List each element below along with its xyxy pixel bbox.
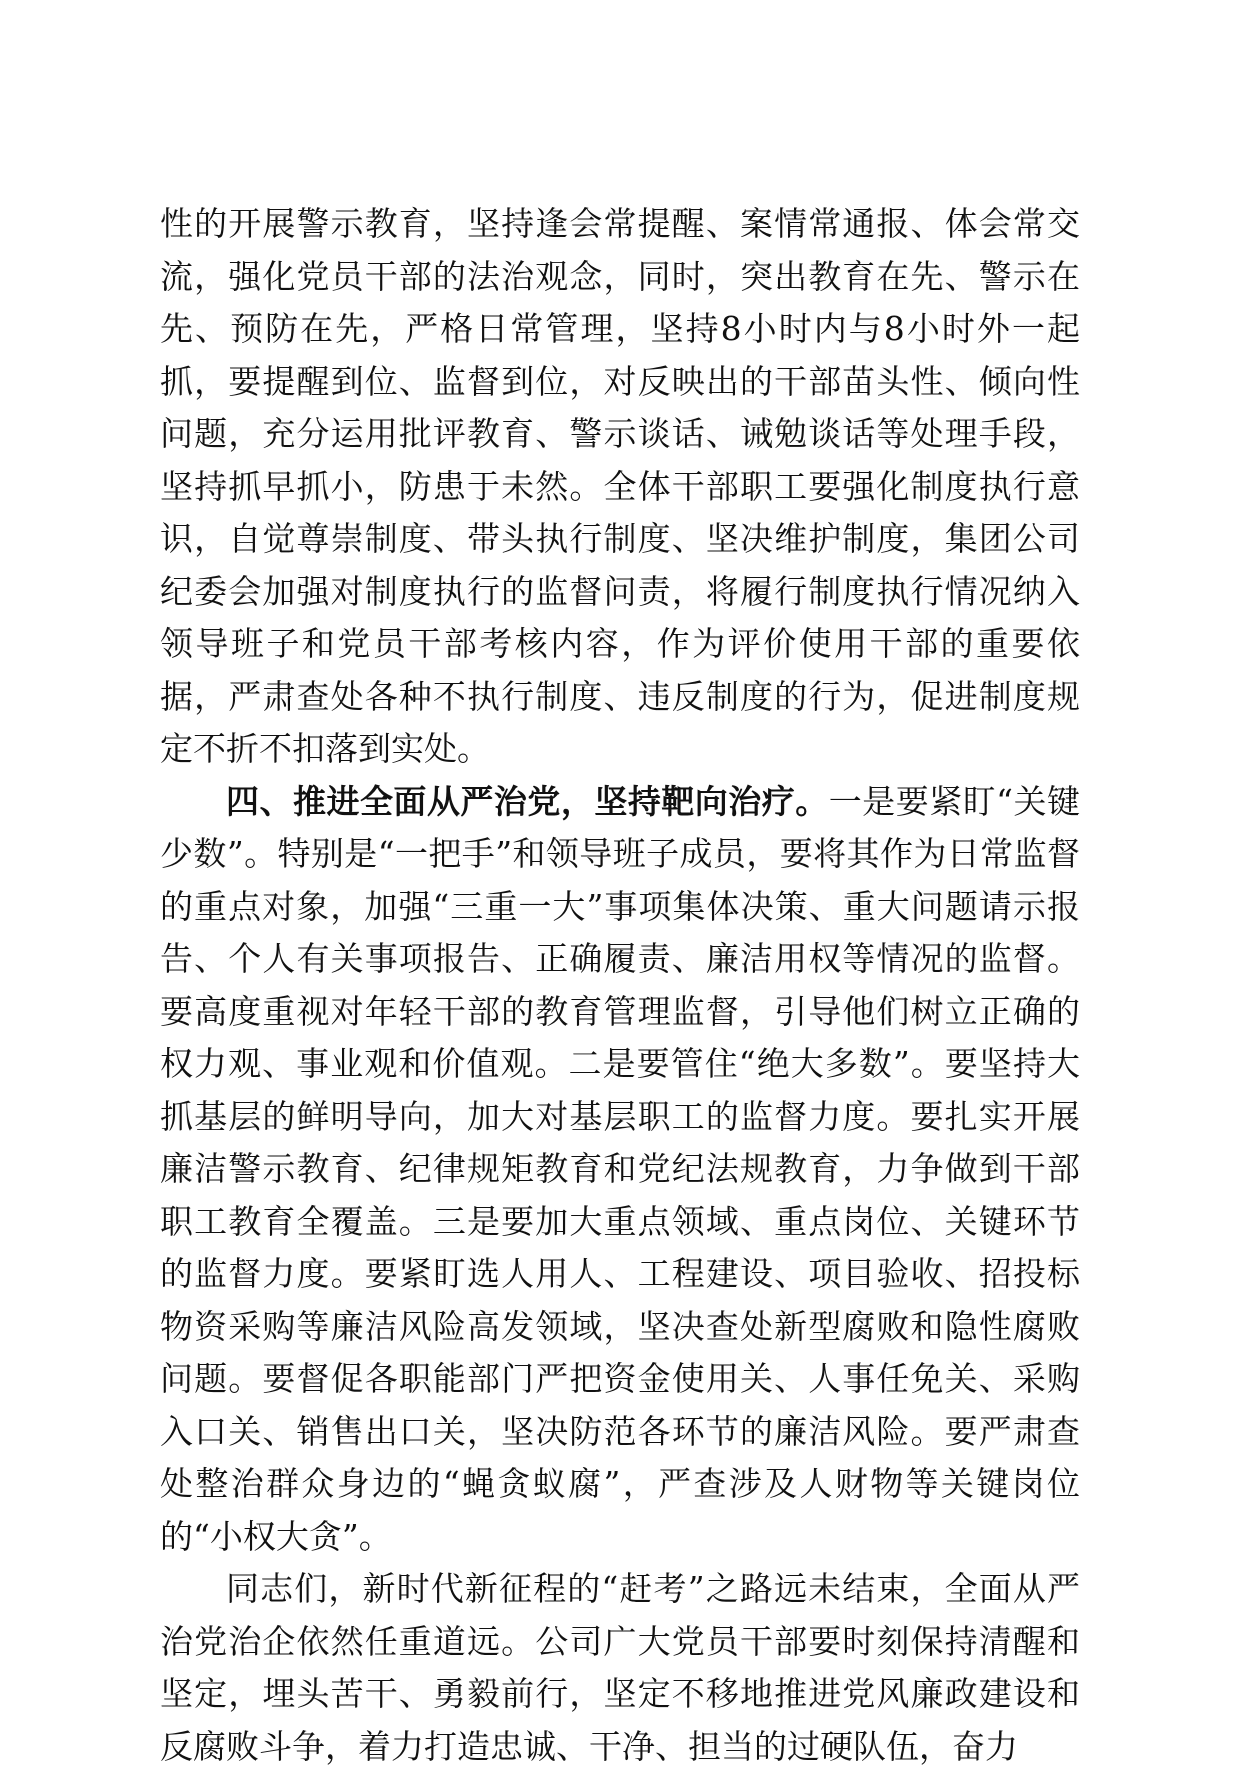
section-heading: 四、推进全面从严治党，坚持靶向治疗。 <box>226 781 829 821</box>
paragraph-continuation <box>160 198 1080 776</box>
paragraph-section-four <box>160 776 1080 1564</box>
paragraph-closing <box>160 1563 1080 1773</box>
paragraph-text: 同志们，新时代新征程的“赶考”之路远未结束，全面从严治党治企依然任重道远。公司广大党员干部要时刻保持清醒和坚定，埋头苦干、勇毅前行，坚定不移地推进党风廉政建设和反腐败斗争，着力打造忠诚、干净、担当的过硬队伍，奋力 <box>160 1569 1080 1766</box>
paragraph-text: 性的开展警示教育，坚持逢会常提醒、案情常通报、体会常交流，强化党员干部的法治观念，同时，突出教育在先、警示在先、预防在先，严格日常管理，坚持8小时内与8小时外一起抓，要提醒到位、监督到位，对反映出的干部苗头性、倾向性问题，充分运用批评教育、警示谈话、诫勉谈话等处理手段，坚持抓早抓小，防患于未然。全体干部职工要强化制度执行意识，自觉尊崇制度、带头执行制度、坚决维护制度，集团公司纪委会加强对制度执行的监督问责，将履行制度执行情况纳入领导班子和党员干部考核内容，作为评价使用干部的重要依据，严肃查处各种不执行制度、违反制度的行为，促进制度规定不折不扣落到实处。 <box>160 204 1080 768</box>
document-body <box>160 198 1080 1773</box>
paragraph-text: 一是要紧盯“关键少数”。特别是“一把手”和领导班子成员，要将其作为日常监督的重点对象，加强“三重一大”事项集体决策、重大问题请示报告、个人有关事项报告、正确履责、廉洁用权等情况的监督。要高度重视对年轻干部的教育管理监督，引导他们树立正确的权力观、事业观和价值观。二是要管住“绝大多数”。要坚持大抓基层的鲜明导向，加大对基层职工的监督力度。要扎实开展廉洁警示教育、纪律规矩教育和党纪法规教育，力争做到干部职工教育全覆盖。三是要加大重点领域、重点岗位、关键环节的监督力度。要紧盯选人用人、工程建设、项目验收、招投标物资采购等廉洁风险高发领域，坚决查处新型腐败和隐性腐败问题。要督促各职能部门严把资金使用关、人事任免关、采购入口关、销售出口关，坚决防范各环节的廉洁风险。要严肃查处整治群众身边的“蝇贪蚁腐”，严查涉及人财物等关键岗位的“小权大贪”。 <box>160 781 1081 1556</box>
